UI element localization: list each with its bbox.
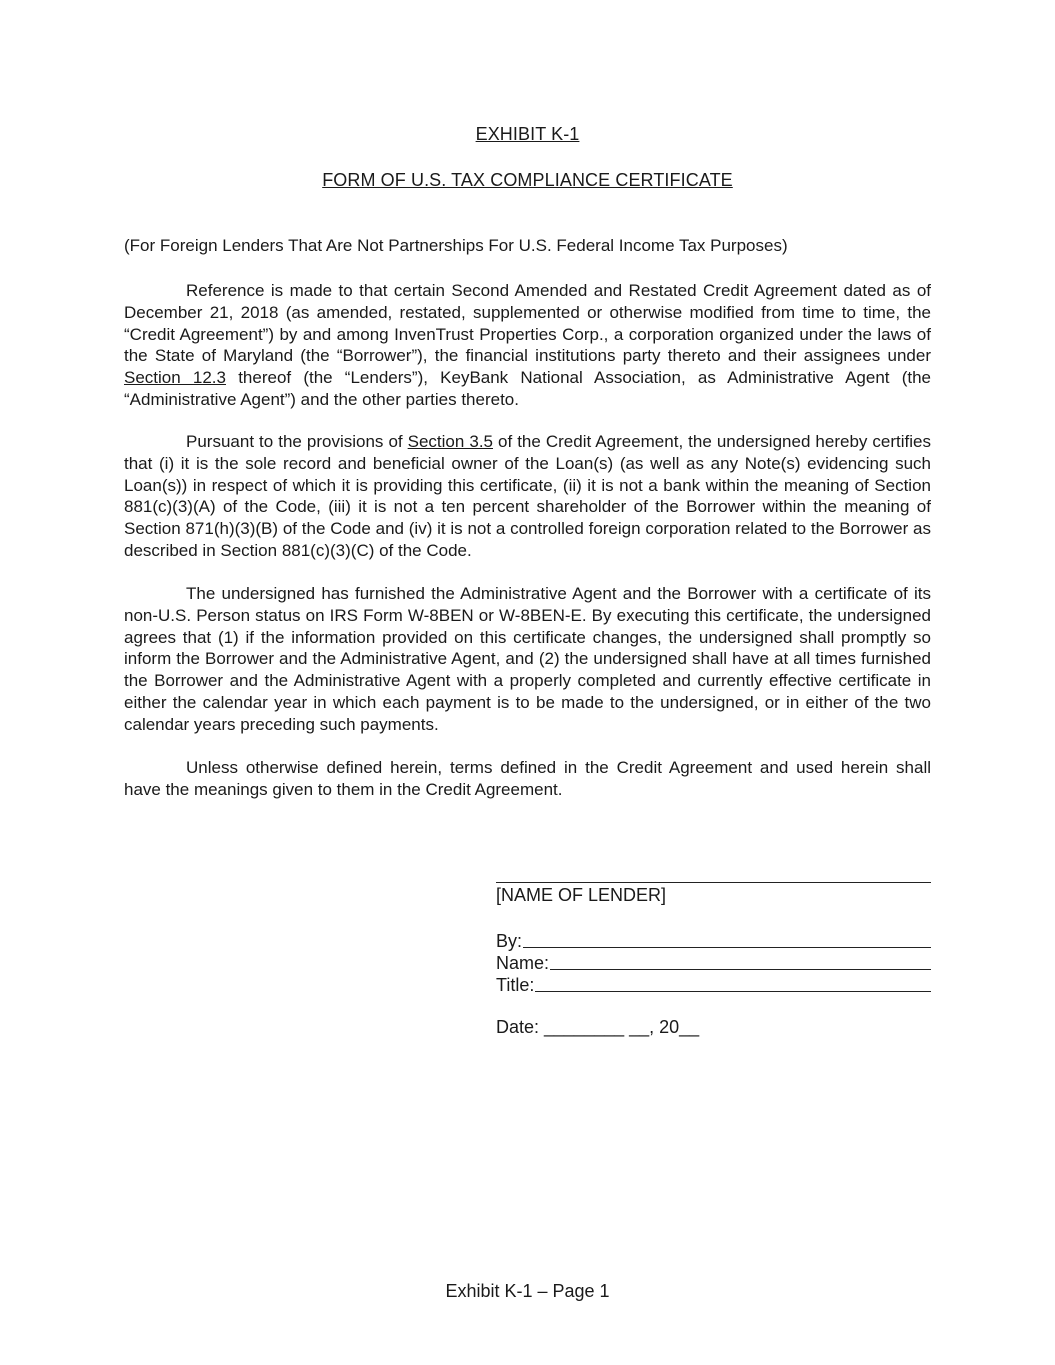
paragraph-reference-text-1: Reference is made to that certain Second Amended and Restated Credit Agreement dated as of December 21, 2018 (as amended, restated, supplemented or otherwise modified from time to time, the “Credit Agreement”) by and among InvenTrust Properties Corp., a corporation organized under the laws of the State of Maryland (the “Borrower”), the financial institutions party thereto and their assignees under — [124, 281, 931, 366]
document-subtitle: (For Foreign Lenders That Are Not Partnerships For U.S. Federal Income Tax Purposes) — [124, 236, 788, 255]
name-label: Name: — [496, 953, 550, 973]
date-line: Date: ________ __, 20__ — [496, 1017, 700, 1037]
signature-title-row — [496, 974, 931, 996]
name-field[interactable] — [550, 969, 931, 970]
section-12-3-reference: Section 12.3 — [124, 368, 226, 388]
form-title: FORM OF U.S. TAX COMPLIANCE CERTIFICATE — [322, 170, 733, 190]
signature-name-row — [496, 952, 931, 974]
title-field[interactable] — [535, 991, 931, 992]
page-footer: Exhibit K-1 – Page 1 — [445, 1281, 610, 1301]
by-label: By: — [496, 931, 523, 951]
paragraph-certification-text-2: of the Credit Agreement, the undersigned hereby certifies that (i) it is the sole record and beneficial owner of the Loan(s) (as well as any Note(s) evidencing such Loan(s)) in respect of which it is providing this certificate, (ii) it is not a bank within the meaning of Section 881(c)(3)(A) of the Code, (iii) it is not a ten percent shareholder of the Borrower within the meaning of Section 871(h)(3)(B) of the Code and (iv) it is not a controlled foreign corporation related to the Borrower as described in Section 881(c)(3)(C) of the Code. — [124, 432, 931, 560]
title-label: Title: — [496, 975, 535, 995]
paragraph-reference-text-2: thereof (the “Lenders”), KeyBank National Association, as Administrative Agent (the “Administrative Agent”) and the other parties thereto. — [124, 368, 932, 409]
paragraph-certification-text-1: Pursuant to the provisions of — [186, 432, 408, 451]
paragraph-reference — [124, 280, 931, 411]
exhibit-title: EXHIBIT K-1 — [475, 124, 580, 144]
signature-by-row — [496, 930, 931, 952]
paragraph-certification — [124, 431, 931, 562]
section-3-5-reference: Section 3.5 — [407, 432, 493, 451]
paragraph-definitions: Unless otherwise defined herein, terms defined in the Credit Agreement and used herein shall have the meanings given to them in the Credit Agreement. — [124, 758, 931, 799]
lender-name-placeholder: [NAME OF LENDER] — [496, 885, 667, 905]
paragraph-furnished-certificate: The undersigned has furnished the Administrative Agent and the Borrower with a certificate of its non-U.S. Person status on IRS Form W-8BEN or W-8BEN-E. By executing this certificate, the undersigned agrees that (1) if the information provided on this certificate changes, the undersigned shall promptly so inform the Borrower and the Administrative Agent, and (2) the undersigned shall have at all times furnished the Borrower and the Administrative Agent with a properly completed and currently effective certificate in either the calendar year in which each payment is to be made to the undersigned, or in either of the two calendar years preceding such payments. — [124, 584, 931, 734]
by-signature-field[interactable] — [523, 947, 931, 948]
lender-name-line — [496, 882, 931, 883]
